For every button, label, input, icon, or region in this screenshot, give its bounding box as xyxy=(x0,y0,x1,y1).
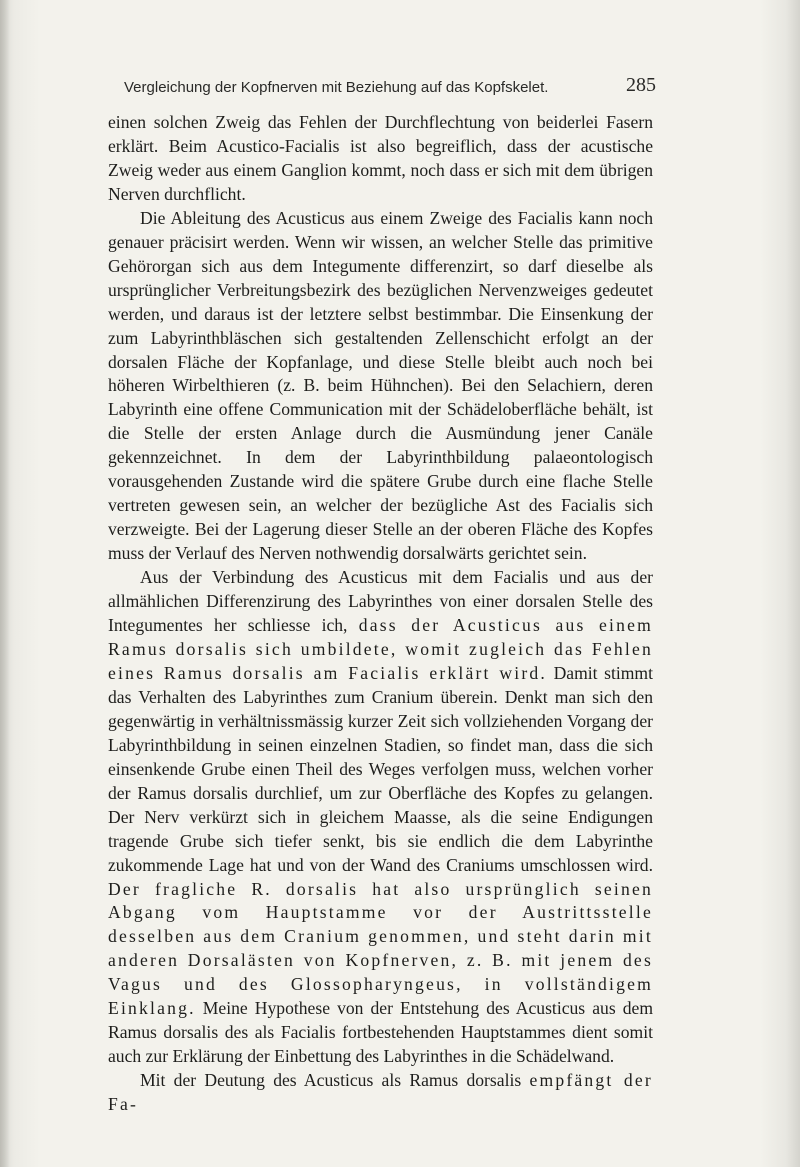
paragraph-1: einen solchen Zweig das Fehlen der Durchflechtung von beiderlei Fasern erklärt. Beim Acustico-Facialis ist also begreiflich, dass der acustische Zweig weder aus einem Ganglion kommt, noch dass er sich mit dem übrigen Nerven durchflicht. xyxy=(108,112,653,204)
paragraph-3-middle: Damit stimmt das Verhalten des Labyrinthes zum Cranium überein. Denkt man sich den gegenwärtig in verhältnissmässig kurzer Zeit sich vollziehenden Vorgang der Labyrinthbildung in seinen einzelnen Stadien, so findet man, dass die sich einsenkende Grube einen Theil des Weges verfolgen muss, welchen vorher der Ramus dorsalis durchlief, um zur Oberfläche des Kopfes zu gelangen. Der Nerv verkürzt sich in gleichem Maasse, als die seine Endigungen tragende Grube sich tiefer senkt, bis sie endlich die dem Labyrinthe zukommende Lage hat und von der Wand des Craniums umschlossen wird. xyxy=(108,662,653,875)
page-gutter-shadow xyxy=(0,0,10,1167)
paragraph-3-emphasis-2: Der fragliche R. dorsalis hat also ursprünglich seinen Abgang vom Hauptstamme vor der Austrittsstelle desselben aus dem Cranium genommen, und steht darin mit anderen Dorsalästen von Kopfnerven, z. B. mit jenem des Vagus und des Glossopharyngeus, in vollständigem Einklang. xyxy=(108,878,653,1019)
paragraph-2: Die Ableitung des Acusticus aus einem Zweige des Facialis kann noch genauer präcisirt werden. Wenn wir wissen, an welcher Stelle das primitive Gehörorgan sich aus dem Integumente differenzirt, so darf dieselbe als ursprünglicher Verbreitungsbezirk des bezüglichen Nervenzweiges gedeutet werden, und daraus ist der letztere selbst bestimmbar. Die Einsenkung der zum Labyrinthbläschen sich gestaltenden Zellenschicht erfolgt an der dorsalen Fläche der Kopfanlage, und diese Stelle bleibt auch noch bei höheren Wirbelthieren (z. B. beim Hühnchen). Bei den Selachiern, deren Labyrinth eine offene Communication mit der Schädeloberfläche behält, ist die Stelle der ersten Anlage durch die Ausmündung jener Canäle gekennzeichnet. In dem der Labyrinthbildung palaeontologisch vorausgehenden Zustande wird die spätere Grube durch eine flache Stelle vertreten gewesen sein, an welcher der bezügliche Ast des Facialis sich verzweigte. Bei der Lagerung dieser Stelle an der oberen Fläche des Kopfes muss der Verlauf des Nerven nothwendig dorsalwärts gerichtet sein. xyxy=(108,207,653,564)
page-number: 285 xyxy=(626,74,656,96)
paragraph-4-start: Mit der Deutung des Acusticus als Ramus dorsalis xyxy=(140,1070,522,1091)
paragraph-3-intro: Aus der Verbindung des Acusticus mit dem Facialis und aus der allmählichen Differenzirung des Labyrinthes von einer dorsalen Stelle des Integumentes her schliesse ich, xyxy=(108,567,653,636)
paragraph-4 xyxy=(108,1069,653,1117)
running-header: Vergleichung der Kopfnerven mit Beziehung auf das Kopfskelet. xyxy=(124,79,549,96)
body-text xyxy=(108,111,653,1117)
paragraph-3 xyxy=(108,566,653,1069)
paragraph-4-emphasis: empfängt der Fa- xyxy=(108,1070,653,1115)
paragraph-3-end: Meine Hypothese von der Entstehung des Acusticus aus dem Ramus dorsalis des als Facialis fortbestehenden Hauptstammes dient somit auch zur Erklärung der Einbettung des Labyrinthes in die Schädelwand. xyxy=(108,998,654,1067)
paragraph-3-emphasis: dass der Acusticus aus einem Ramus dorsalis sich umbildete, womit zugleich das Fehlen eines Ramus dorsalis am Facialis erklärt wird. xyxy=(108,615,653,683)
